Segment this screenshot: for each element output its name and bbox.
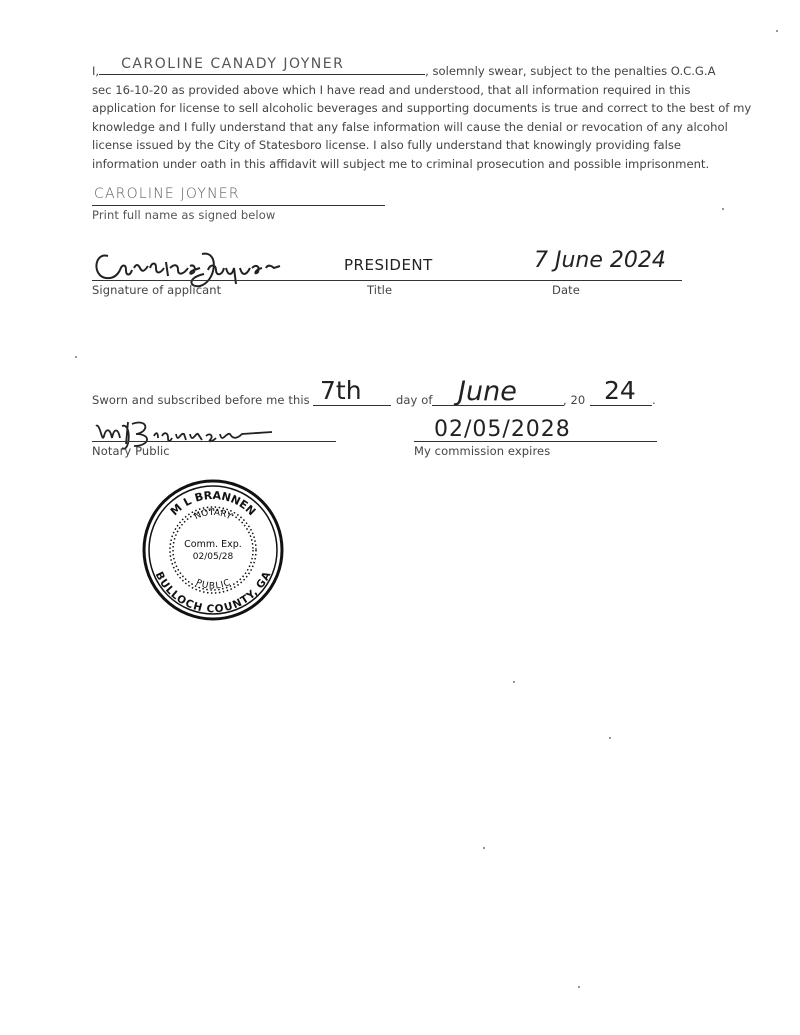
sworn-end: . (652, 393, 656, 407)
sworn-day-line (313, 405, 391, 406)
notary-line (92, 441, 336, 442)
scan-speck (578, 986, 580, 988)
applicant-name-field (99, 56, 425, 75)
sworn-month-handwritten: June (458, 376, 517, 407)
scan-speck (776, 30, 778, 32)
affidavit-prefix: I, (92, 64, 100, 78)
notary-seal-drawing (142, 479, 284, 621)
signature-line (92, 280, 682, 281)
affidavit-line-1-text: , solemnly swear, subject to the penalties O.C.G.A (425, 64, 716, 78)
sworn-year-handwritten: 24 (604, 376, 636, 405)
title-label: Title (367, 283, 393, 297)
affidavit-line-1 (92, 56, 752, 81)
scan-speck (609, 737, 611, 739)
sworn-day-handwritten: 7th (320, 376, 362, 405)
affidavit-line-3: application for license to sell alcoholic beverages and supporting documents is true and correct to the best of my (92, 101, 752, 116)
notary-seal (142, 479, 284, 621)
signature-label: Signature of applicant (92, 283, 222, 297)
affidavit-line-5: license issued by the City of Statesboro license. I also fully understand that knowingly providing false (92, 138, 682, 153)
scan-speck (75, 356, 77, 358)
print-name-line (92, 205, 385, 206)
scan-speck (513, 681, 515, 683)
seal-public-arc: PUBLIC (194, 577, 232, 592)
scan-speck (483, 847, 485, 849)
scan-speck (722, 208, 724, 210)
seal-comm-exp: Comm. Exp. (184, 539, 242, 550)
affidavit-paragraph (92, 56, 752, 174)
title-handwritten: PRESIDENT (344, 256, 433, 274)
sworn-month-line (432, 405, 564, 406)
commission-expiry-handwritten: 02/05/2028 (434, 417, 571, 442)
print-name-handwritten: CAROLINE JOYNER (94, 186, 240, 202)
sworn-year-line (590, 405, 652, 406)
date-label: Date (552, 283, 580, 297)
affidavit-line-6: information under oath in this affidavit will subject me to criminal prosecution and possible imprisonment. (92, 156, 710, 171)
seal-bottom-arc: BULLOCH COUNTY, GA (152, 569, 274, 616)
seal-notary-arc: NOTARY (192, 507, 234, 523)
sworn-day-of: day of (396, 393, 433, 407)
applicant-signature (90, 246, 310, 288)
applicant-name-handwritten: CAROLINE CANADY JOYNER (121, 56, 345, 73)
affidavit-line-4: knowledge and I fully understand that any false information will cause the denial or revocation of any alcohol (92, 119, 728, 134)
date-handwritten: 7 June 2024 (534, 248, 666, 273)
commission-expiry-line (414, 441, 657, 442)
affidavit-line-2: sec 16-10-20 as provided above which I have read and understood, that all information required in this (92, 82, 691, 97)
seal-exp-date: 02/05/28 (192, 552, 234, 562)
applicant-signature-drawing (90, 246, 310, 288)
sworn-year-prefix: , 20 (563, 393, 586, 407)
commission-expiry-label: My commission expires (414, 444, 551, 458)
sworn-text: Sworn and subscribed before me this (92, 393, 310, 407)
notary-public-label: Notary Public (92, 444, 170, 458)
print-name-label: Print full name as signed below (92, 208, 276, 222)
seal-top-arc: M L BRANNEN (167, 488, 259, 519)
